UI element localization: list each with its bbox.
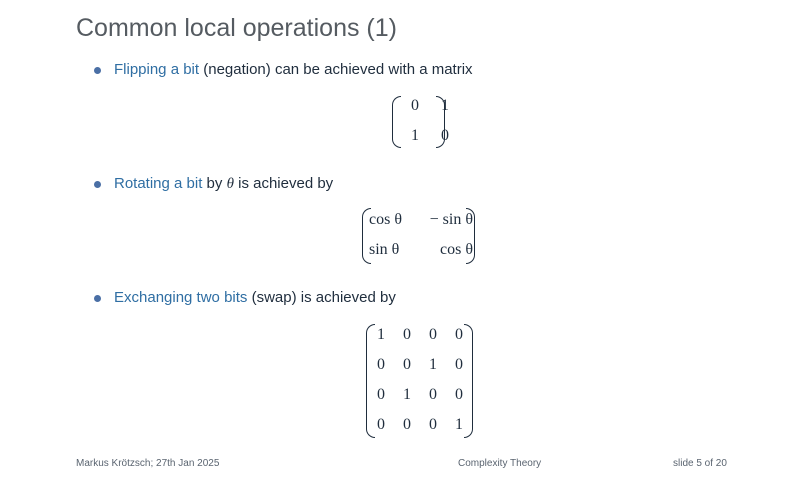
matrix-cell: 1 <box>411 127 419 144</box>
matrix-cell: 0 <box>441 127 449 144</box>
theta-symbol: θ <box>226 176 234 192</box>
matrix-cell: 0 <box>377 386 385 403</box>
matrix-cell: 0 <box>455 326 463 343</box>
bullet-rotate <box>114 175 333 193</box>
matrix-cell: 0 <box>403 326 411 343</box>
matrix-cell: − sin θ <box>429 211 473 228</box>
bullet-icon <box>94 181 101 188</box>
bullet-swap-highlight: Exchanging two bits <box>114 289 248 306</box>
matrix-cell: 0 <box>377 416 385 433</box>
bullet-flip <box>114 61 473 78</box>
matrix-cell: 0 <box>411 97 419 114</box>
matrix-cell: 0 <box>429 386 437 403</box>
matrix-cell: 1 <box>403 386 411 403</box>
matrix-cell: cos θ <box>440 241 473 258</box>
footer-course: Complexity Theory <box>458 458 542 469</box>
bullet-swap <box>114 289 396 306</box>
matrix-cell: sin θ <box>369 241 400 258</box>
bullet-rotate-highlight: Rotating a bit <box>114 175 203 192</box>
matrix-cell: 0 <box>455 386 463 403</box>
matrix-cell: 0 <box>455 356 463 373</box>
matrix-cell: 1 <box>377 326 385 343</box>
matrix-cell: 1 <box>455 416 463 433</box>
bullet-icon <box>94 295 101 302</box>
matrix-cell: 0 <box>403 356 411 373</box>
matrix-cell: 1 <box>441 97 449 114</box>
slide-title: Common local operations (1) <box>76 14 397 42</box>
matrix-cell: cos θ <box>369 211 402 228</box>
bullet-rotate-text-a: by <box>202 175 227 192</box>
bullet-icon <box>94 67 101 74</box>
right-paren <box>466 208 475 264</box>
bullet-flip-text: (negation) can be achieved with a matrix <box>199 61 473 78</box>
matrix-cell: 0 <box>403 416 411 433</box>
matrix-cell: 0 <box>429 416 437 433</box>
footer-slide-number: slide 5 of 20 <box>673 458 727 469</box>
matrix-cell: 0 <box>377 356 385 373</box>
footer-author-date: Markus Krötzsch; 27th Jan 2025 <box>76 458 220 469</box>
right-paren <box>464 324 473 438</box>
matrix-cell: 1 <box>429 356 437 373</box>
bullet-flip-highlight: Flipping a bit <box>114 61 200 78</box>
bullet-swap-text: (swap) is achieved by <box>247 289 396 306</box>
matrix-cell: 0 <box>429 326 437 343</box>
right-paren <box>436 96 445 148</box>
bullet-rotate-text-b: is achieved by <box>233 175 334 192</box>
